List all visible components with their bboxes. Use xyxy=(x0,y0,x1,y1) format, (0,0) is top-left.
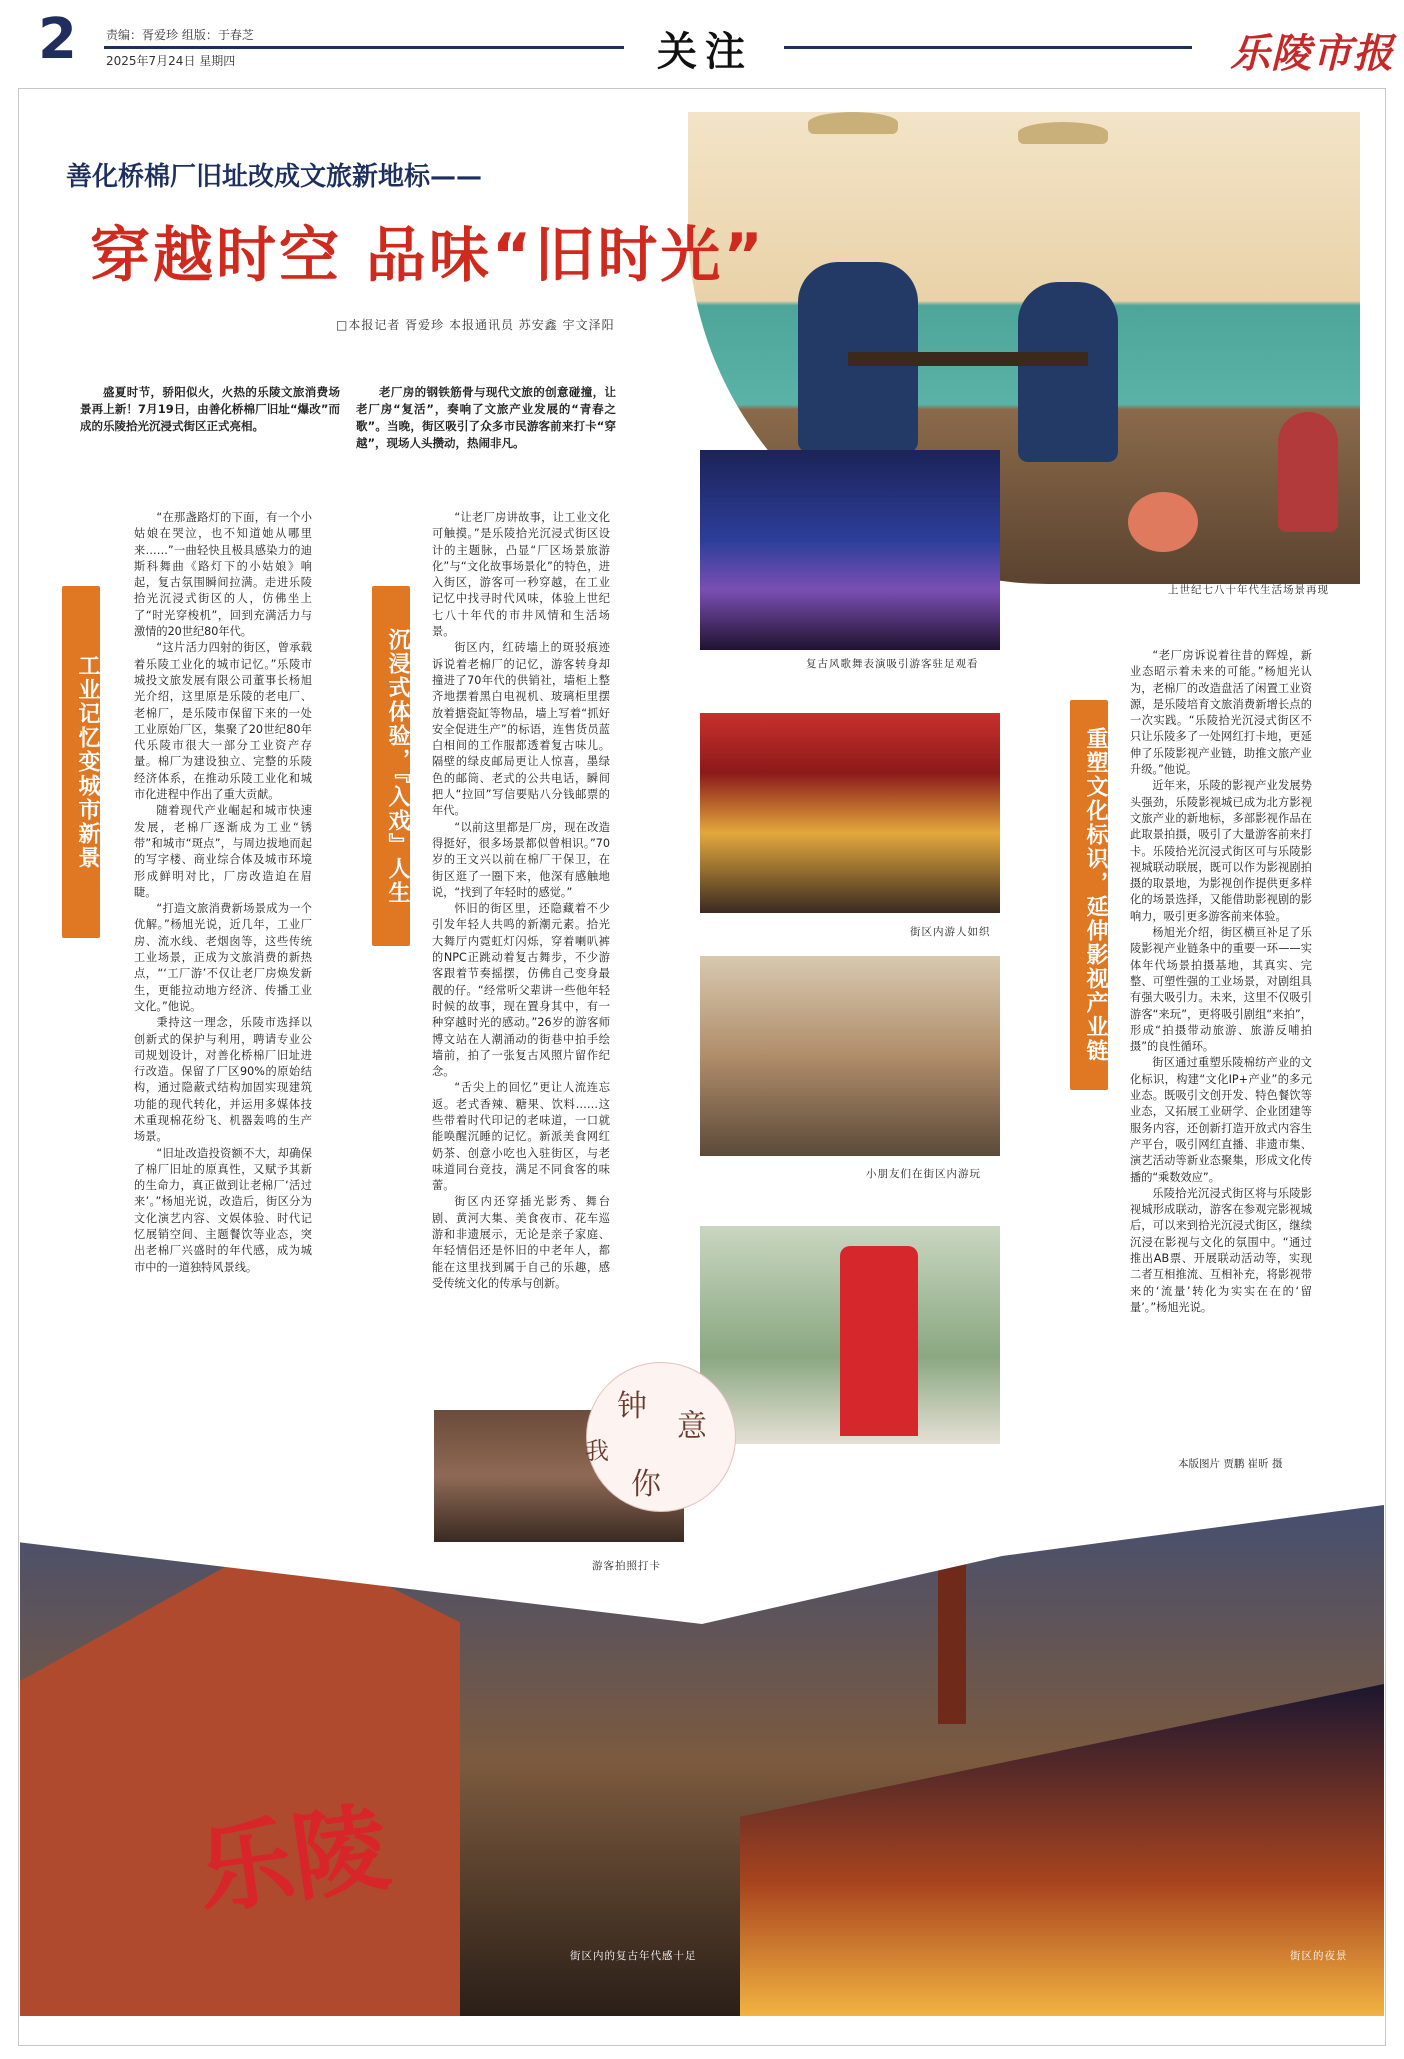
intro-paragraph: 老厂房的钢铁筋骨与现代文旅的创意碰撞，让老厂房“复活”，奏响了文旅产业发展的“青春之歌”。当晚，街区吸引了众多市民游客前来打卡“穿越”，现场人头攒动，热闹非凡。 xyxy=(356,385,616,450)
caption-cafe: 上世纪七八十年代生活场景再现 xyxy=(1168,584,1329,596)
page-number: 2 xyxy=(38,7,77,72)
body-paragraph: 近年来，乐陵的影视产业发展势头强劲，乐陵影视城已成为北方影视文旅产业的新地标，多部影视作品在此取景拍摄，吸引了大量游客前来打卡。乐陵拾光沉浸式街区可与乐陵影视城联动联展，既可以作为影视剧拍摄的取景地，为影视创作提供更多样化的场景选择，又能借助影视剧的影响力，吸引更多游客前来体验。 xyxy=(1130,779,1312,923)
masthead xyxy=(0,0,1404,84)
table-shape xyxy=(848,352,1088,366)
article-headline: 穿越时空 品味“旧时光” xyxy=(90,221,766,291)
caption-kids: 小朋友们在街区内游玩 xyxy=(866,1168,981,1180)
night-plaza-shape xyxy=(740,1684,1384,2016)
section-tag: 沉浸式体验，『入戏』人生 xyxy=(372,586,410,946)
body-paragraph: 秉持这一理念，乐陵市选择以创新式的保护与利用，聘请专业公司规划设计，对善化桥棉厂旧址进行改造。保留了厂区90%的原始结构，通过隐蔽式结构加固实现建筑功能的现代转化，并运用多媒体技术重现棉花纷飞、机器轰鸣的生产场景。 xyxy=(134,1016,312,1144)
caption-concert: 复古风歌舞表演吸引游客驻足观看 xyxy=(806,658,979,670)
photo-credit: 本版图片 贾鹏 崔昕 摄 xyxy=(1178,1458,1283,1470)
body-paragraph: “打造文旅消费新场景成为一个优解。”杨旭光说，近几年，工业厂房、流水线、老烟囱等，这些传统工业场景，正成为文旅消费的新热点，“‘工厂游’不仅让老厂房焕发新生，更能拉动地方经济、传播工业文化。”他说。 xyxy=(134,902,312,1013)
masthead-rule-right xyxy=(784,46,1192,49)
postcard-shape xyxy=(586,1362,736,1512)
article-column xyxy=(432,510,610,1292)
body-paragraph: 乐陵拾光沉浸式街区将与乐陵影视城形成联动，游客在参观完影视城后，可以来到拾光沉浸式街区，继续沉浸在影视与文化的氛围中。“通过推出AB票、开展联动活动等，实现二者互相推流、互相补充，将影视带来的‘流量’转化为实实在在的‘留量’。”杨旭光说。 xyxy=(1130,1186,1312,1314)
newspaper-logo: 乐陵市报 xyxy=(1230,30,1394,77)
editor-credits: 责编：胥爱珍 组版：于春芝 xyxy=(106,28,254,42)
street-photo xyxy=(700,713,1000,913)
body-paragraph: 怀旧的街区里，还隐藏着不少引发年轻人共鸣的新潮元素。拾光大舞厅内霓虹灯闪烁，穿着喇叭裤的NPC正跳动着复古舞步，不少游客跟着节奏摇摆，仿佛自己变身最靓的仔。“经常听父辈讲一些他年轻时候的故事，现在置身其中，有一种穿越时光的感动。”26岁的游客师博文站在人潮涌动的街巷中拍手绘墙前，拍了一张复古风照片留作纪念。 xyxy=(432,902,610,1079)
body-paragraph: 街区通过重塑乐陵棉纺产业的文化标识，构建“文化IP+产业”的多元业态。既吸引文创开发、特色餐饮等业态，又拓展工业研学、企业团建等服务内容，还创新打造开放式内容生产平台，吸引网红直播、非遗市集、演艺活动等新业态聚集，形成文化传播的“乘数效应”。 xyxy=(1130,1056,1312,1184)
body-paragraph: “旧址改造投资额不大，却确保了棉厂旧址的原真性，又赋予其新的生命力，真正做到让老棉厂‘活过来’。”杨旭光说，改造后，街区分为文化演艺内容、文娱体验、时代记忆展销空间、主题餐饮等业态，突出老棉厂兴盛时的年代感，成为城市中的一道独特风景线。 xyxy=(134,1146,312,1274)
caption-selfie: 游客拍照打卡 xyxy=(592,1560,661,1572)
caption-street: 街区内游人如织 xyxy=(910,926,991,938)
section-tag: 重塑文化标识，延伸影视产业链 xyxy=(1070,700,1108,1090)
body-paragraph: “老厂房诉说着往昔的辉煌，新业态昭示着未来的可能。”杨旭光认为，老棉厂的改造盘活了闲置工业资源，是乐陵培育文旅消费新增长点的一次实践。“乐陵拾光沉浸式街区不只让乐陵多了一处网红打卡地，更延伸了乐陵影视产业链，助推文旅产业升级。”他说。 xyxy=(1130,649,1312,777)
body-paragraph: “以前这里都是厂房，现在改造得挺好，很多场景都似曾相识。”70岁的王文兴以前在棉厂干保卫，在街区逛了一圈下来，他深有感触地说，“找到了年轻时的感觉。” xyxy=(432,820,610,899)
body-paragraph: 街区内还穿插光影秀、舞台剧、黄河大集、美食夜市、花车巡游和非遗展示，无论是亲子家庭、年轻情侣还是怀旧的中老年人，都能在这里找到属于自己的乐趣，感受传统文化的传承与创新。 xyxy=(432,1195,610,1290)
body-paragraph: 街区内，红砖墙上的斑驳痕迹诉说着老棉厂的记忆，游客转身却撞进了70年代的供销社，墙柜上整齐地摆着黑白电视机、玻璃柜里摆放着搪瓷缸等物品，墙上写着“抓好安全促进生产”的标语，连售货员蓝白相间的工作服都透着复古味儿。隔壁的绿皮邮局更让人惊喜，墨绿色的邮筒、老式的公共电话，瞬间把人“拉回”写信要贴八分钱邮票的年代。 xyxy=(432,641,610,818)
teapot-shape xyxy=(1128,492,1198,552)
brick-wall-shape xyxy=(20,1534,460,2016)
phone-booth-shape xyxy=(840,1246,918,1436)
kids-photo xyxy=(700,956,1000,1156)
article-kicker: 善化桥棉厂旧址改成文旅新地标—— xyxy=(66,162,483,192)
body-paragraph: “在那盏路灯的下面，有一个小姑娘在哭泣，也不知道她从哪里来……”一曲轻快且极具感染力的迪斯科舞曲《路灯下的小姑娘》响起，复古氛围瞬间拉满。走进乐陵拾光沉浸式街区的人，仿佛坐上了“时光穿梭机”，回到充满活力与激情的20世纪80年代。 xyxy=(134,511,312,639)
issue-date: 2025年7月24日 星期四 xyxy=(106,54,236,68)
intro-paragraph: 盛夏时节，骄阳似火，火热的乐陵文旅消费场景再上新！7月19日，由善化桥棉厂旧址“爆改”而成的乐陵拾光沉浸式街区正式亮相。 xyxy=(80,385,340,433)
body-paragraph: 杨旭光介绍，街区横亘补足了乐陵影视产业链条中的重要一环——实体年代场景拍摄基地，其真实、完整、可塑性强的工业场景，对剧组具有强大吸引力。未来，这里不仅吸引游客“来玩”，更将吸引剧组“来拍”，形成“拍摄带动旅游、旅游反哺拍摄”的良性循环。 xyxy=(1130,926,1312,1054)
body-paragraph: 随着现代产业崛起和城市快速发展，老棉厂逐渐成为工业“锈带”和城市“斑点”，与周边拔地而起的写字楼、商业综合体及城市环境形成鲜明对比，厂房改造迫在眉睫。 xyxy=(134,804,312,899)
article-column xyxy=(134,510,312,1276)
article-column xyxy=(1130,648,1312,1316)
lamp-shape xyxy=(808,112,898,134)
npc-photo xyxy=(700,1226,1000,1444)
section-tag: 工业记忆变城市新景 xyxy=(62,586,100,938)
card-char: 我 xyxy=(585,1437,609,1465)
lamp-shape xyxy=(1018,122,1108,144)
article-byline: □本报记者 胥爱珍 本报通讯员 苏安鑫 宇文泽阳 xyxy=(336,318,615,332)
card-char: 钟 xyxy=(617,1389,647,1424)
card-char: 意 xyxy=(677,1409,707,1444)
body-paragraph: “让老厂房讲故事，让工业文化可触摸。”是乐陵拾光沉浸式街区设计的主题脉，凸显“厂区场景旅游化”与“文化故事场景化”的特色，进入街区，游客可一秒穿越，在工业记忆中找寻时代风味，体验上世纪七八十年代的市井风情和生活场景。 xyxy=(432,511,610,639)
caption-bottom-right: 街区的夜景 xyxy=(1290,1950,1348,1962)
painted-wall-text: 乐陵 xyxy=(190,1790,396,1929)
body-paragraph: “这片活力四射的街区，曾承载着乐陵工业化的城市记忆。”乐陵市城投文旅发展有限公司董事长杨旭光介绍，这里原是乐陵的老电厂、老棉厂，是乐陵市保留下来的一处工业原始厂区，集聚了20世纪80年代乐陵市很大一部分工业资产存量。棉厂为建设独立、完整的乐陵经济体系，在推动乐陵工业化和城市化进程中作出了重大贡献。 xyxy=(134,641,312,802)
caption-bottom-left: 街区内的复古年代感十足 xyxy=(570,1950,697,1962)
card-char: 你 xyxy=(631,1467,661,1502)
masthead-rule-left xyxy=(104,46,624,49)
thermos-shape xyxy=(1278,412,1338,532)
diner-figure xyxy=(1018,282,1118,462)
body-paragraph: “舌尖上的回忆”更让人流连忘返。老式香辣、糖果、饮料……这些带着时代印记的老味道，一口就能唤醒沉睡的记忆。新派美食网红奶茶、创意小吃也入驻街区，与老味道同台竞技，满足不同食客的味蕾。 xyxy=(432,1081,610,1193)
section-title: 关注 xyxy=(657,29,753,75)
concert-photo xyxy=(700,450,1000,650)
